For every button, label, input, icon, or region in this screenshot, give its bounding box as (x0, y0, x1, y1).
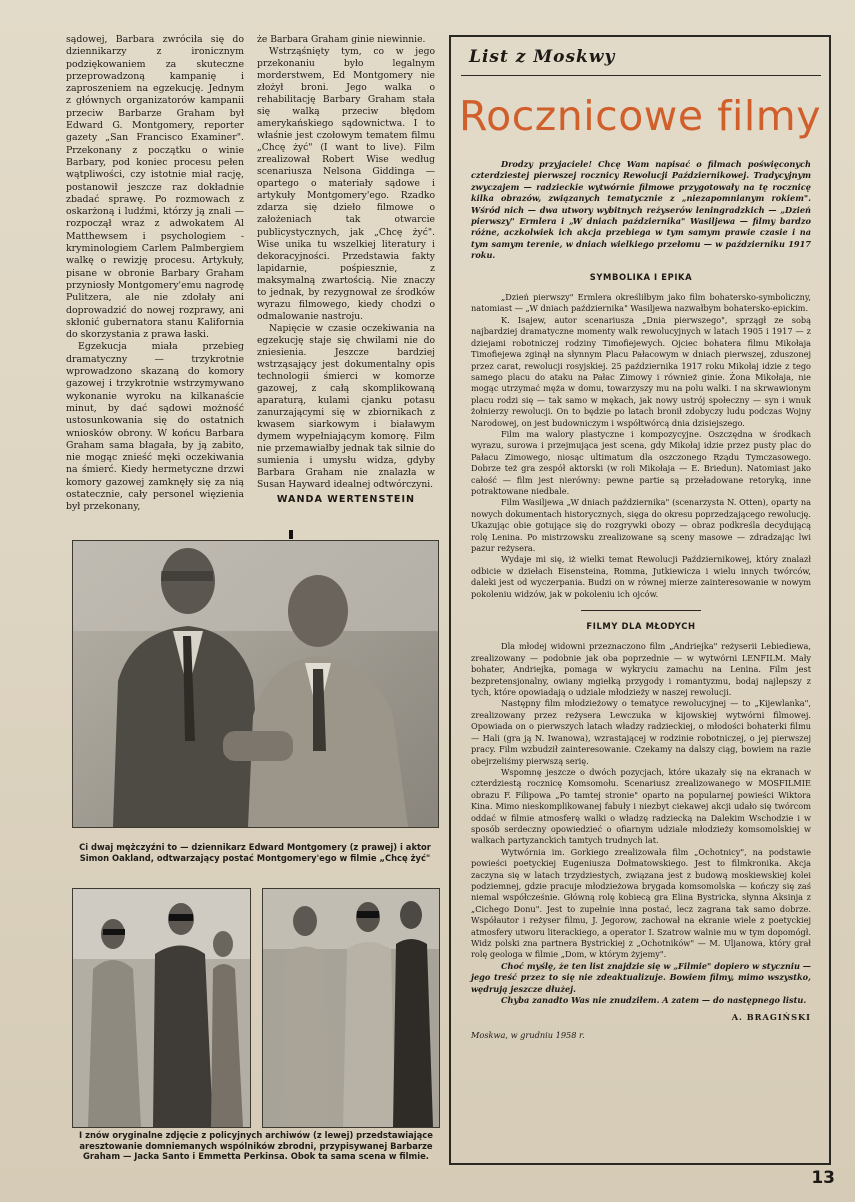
article-column-1 (66, 34, 244, 514)
letter-paragraph: Wydaje mi się, iż wielki temat Rewolucji Październikowej, który znalazł odbicie w dziełach Eisensteina, Romma, Jutkiewicza i wielu innych twórców, daleki jest od wyczerpania. Budzi on w równej mierze zainteresowanie w nowym pokoleniu widzów, jak w pokoleniu ich ojców. (471, 554, 811, 599)
headline: Rocznicowe filmy (458, 92, 821, 140)
letter-place-date: Moskwa, w grudniu 1958 r. (471, 1029, 585, 1040)
photo-two-men (73, 541, 438, 827)
main-photo-caption: Ci dwaj mężczyźni to — dziennikarz Edward Montgomery (z prawej) i aktor Simon Oakland, odtwarzający postać Montgomery'ego w filmie „Chcę żyć" (79, 842, 431, 863)
article-paragraph: że Barbara Graham ginie niewinnie. (257, 34, 426, 45)
letter-paragraph: Chyba zanadto Was nie znudziłem. A zatem — do następnego listu. (501, 995, 807, 1006)
section-title-filmy: FILMY DLA MŁODYCH (586, 621, 696, 632)
letter-paragraph: Wytwórnia im. Gorkiego zrealizowała film „Ochotnicy", na podstawie powieści poetyckiej Eugeniusza Dołmatowskiego. Jest to filmkronika. Akcja zaczyna się w latach trzydziestych, związana jest z budową moskiewskiej kolei podziemnej, gdzie pracuje młodzieżowa brygada komsomolska — kończy się zaś niemal współcześnie. Główną rolę kobiecą gra Elina Bystricka, słynna Aksinja z „Cichego Donu". Jest to zupełnie inna postać, lecz zagrana tak samo dobrze. Współautor i reżyser filmu, J. Jegorow, zachował na ekranie wiele z poetyckiej atmosfery utworu literackiego, a operator I. Szatrow walnie mu w tym dopomógł. Widz polski zna partnera Bystrickiej z „Ochotników" — M. Uljanowa, który grał rolę geologa w filmie „Dom, w którym żyjemy". (471, 846, 811, 960)
letter-paragraph: Choć myślę, że ten list znajdzie się w „Filmie" dopiero w styczniu — jego treść przez to się nie zdeaktualizuje. Bowiem filmy, mimo wszystko, wędrują jeszcze dłużej. (471, 960, 811, 994)
letter-paragraph: Dla młodej widowni przeznaczono film „Andriejka" reżyserii Lebiediewa, zrealizowany — podobnie jak oba poprzednie — w wytwórni LENFILM. Mały bohater, Andriejka, pomaga w wykryciu zamachu na Lenina. Film jest bezpretensjonalny, owiany mgiełką przygody i romantyzmu, bodaj najlepszy z tych, które opowiadają o udziale młodzieży w naszej rewolucji. (471, 641, 811, 698)
section-title-symbolika: SYMBOLIKA I EPIKA (589, 271, 693, 282)
kicker-title: List z Moskwy (469, 47, 616, 67)
section-divider (581, 610, 701, 611)
article-paragraph: Egzekucja miała przebieg dramatyczny — trzykrotnie wprowadzono skazaną do komory gazowej i trzykrotnie wstrzymywano wykonanie wyroku na kilkanaście minut, by dać sądowi możność ustosunkowania się do ostatnich wniosków obrony. W końcu Barbara Graham sama błagała, by ją zabito, nie mogąc znieść męki oczekiwania na śmierć. Kiedy hermetyczne drzwi komory gazowej zamknęły się za nią ostatecznie, cały personel więzienia był przekonany, (66, 341, 244, 513)
article-paragraph: sądowej, Barbara zwróciła się do dziennikarzy z ironicznym podziękowaniem za skuteczne przeprowadzoną kampanię i zaproszeniem na egzekucję. Jednym z głównych organizatorów kampanii przeciw Barbarze Graham był Edward G. Montgomery, reporter gazety „San Francisco Examiner". Przekonany z początku o winie Barbary, pod koniec procesu pełen wątpliwości, czy istotnie miał rację, postanowił jeszcze raz dokładnie zbadać sprawę. Po rozmowach z oskarżoną i ludźmi, którzy ją znali — rozpoczął wraz z adwokatem Al Matthewsem i psychologiem - kryminologiem Carlem Palmbergiem walkę o rewizję procesu. Artykuły, pisane w obronie Barbary Graham przyniosły Montgomery'emu nagrodę Pulitzera, ale nie zdołały ani doprowadzić do nowej rozprawy, ani skłonić gubernatora stanu Kalifornia do skorzystania z prawa łaski. (66, 34, 244, 341)
article-column-2 (257, 34, 435, 506)
article-author: WANDA WERTENSTEIN (276, 494, 416, 506)
article-paragraph: Napięcie w czasie oczekiwania na egzekucję staje się chwilami nie do zniesienia. Jeszcze bardziej wstrząsający jest dokumentalny opis technologii śmierci w komorze gazowej, z całą skomplikowaną aparaturą, kulami cjanku potasu zanurzającymi się w zbiornikach z kwasem siarkowym i białawym dymem wypełniającym komorę. Film nie przemawiałby jednak tak silnie do sumienia i umysłu widza, gdyby Barbara Graham nie znalazła w Susan Hayward idealnej odtwórczyni. (257, 322, 435, 491)
bottom-photos-caption: I znów oryginalne zdjęcie z policyjnych archiwów (z lewej) przedstawiające aresztowanie domniemanych wspólników zbrodni, przypisywanej Barbarze Graham — Jacka Santo i Emmetta Perkinsa. Obok ta sama scena w filmie. (79, 1130, 433, 1161)
decorative-bullet (289, 530, 293, 539)
letter-signature: A. BRAGIŃSKI (731, 1012, 811, 1023)
letter-paragraph: Film Wasiljewa „W dniach października" (scenarzysta N. Otten), oparty na nowych dokumentach historycznych, sięga do okresu poprzedzającego rewolucję. Ukazując obie gotujące się do rozgrywki obozy — obraz podkreśla decydującą rolę Lenina. Po mistrzowsku zrealizowane są sceny masowe — zdradzając lwi pazur reżysera. (471, 497, 811, 553)
letter-paragraph: K. Isajew, autor scenariusza „Dnia pierwszego", sprzągł ze sobą najbardziej dramatyczne momenty walk rewolucyjnych w latach 1905 i 1917 — z dziejami robotniczej rodziny Timofiejewych. Ojciec bohatera filmu Mikołaja Timofiejewa zginął na słynnym Placu Pałacowym w dniach pierwszej, zduszonej przez carat, rewolucji rosyjskiej. 25 października 1917 roku Mikołaj idzie z tego samego placu do ataku na Pałac Zimowy i również ginie. Żona Mikołaja, nie mogąc utrzymać męża w domu, towarzyszy mu na polu walki. I na skrwawionym placu rodzi się — tak samo w mękach, jak nowy ustrój społeczny — syn i wnuk żołnierzy rewolucji. On to będzie po latach bronił zdobyczy ludu podczas Wojny Narodowej, on jest budowniczym i współtwórcą dnia dzisiejszego. (471, 314, 811, 428)
letter-intro: Drodzy przyjaciele! Chcę Wam napisać o filmach poświęconych czterdziestej pierwszej rocznicy Rewolucji Październikowej. Tradycyjnym zwyczajem — radzieckie wytwórnie filmowe przygotowały na tę rocznicę kilka obrazów, związanych tematycznie z „niezapomnianym rokiem". Wśród nich — dwa utwory wybitnych reżyserów leningradzkich — „Dzień pierwszy" Ermlera i „W dniach października" Wasiljewa — filmy bardzo różne, aczkolwiek ich akcja przebiega w tym samym prawie czasie i na tym samym terenie, w dniach wielkiego przełomu — w październiku 1917 roku. (471, 159, 811, 261)
page-number: 13 (811, 1168, 835, 1188)
letter-body (471, 159, 811, 1041)
letter-paragraph: Film ma walory plastyczne i kompozycyjne. Oszczędna w środkach wyrazu, surowa i przejmująca jest scena, gdy Mikołaj idzie przez pusty plac do Pałacu Zimowego, niosąc ultimatum dla oszczonego Rządu Tymczasowego. Dobrze też gra zespół aktorski (w roli Mikołaja — E. Briedun). Natomiast jako całość — film jest nierówny: pewne partie są przeładowane retoryką, inne potraktowane niedbale. (471, 428, 811, 496)
letter-paragraph: Następny film młodzieżowy o tematyce rewolucyjnej — to „Kijewlanka", zrealizowany przez reżysera Lewczuka w kijowskiej wytwórni filmowej. Opowiada on o pierwszych latach władzy radzieckiej, o młodości bohaterki filmu — Hali (gra ją N. Iwanowa), wzrastającej w rodzinie robotniczej, o jej pierwszej pracy. Film wzbudził zainteresowanie. Czekamy na dalszy ciąg, bowiem na razie obejrzeliśmy pierwszą serię. (471, 698, 811, 766)
photo-film-arrest (263, 889, 439, 1127)
photo-arrest (73, 889, 250, 1127)
film-scene-photo (262, 888, 440, 1128)
police-archive-photo (72, 888, 251, 1128)
letter-paragraph: „Dzień pierwszy" Ermlera określiłbym jako film bohatersko-symboliczny, natomiast — „W dniach października" Wasiljewa nazwałbym bohatersko-epickim. (471, 292, 811, 314)
article-paragraph: Wstrząśnięty tym, co w jego przekonaniu było legalnym morderstwem, Ed Montgomery nie złożył broni. Jego walka o rehabilitację Barbary Graham stała się walką przeciw błędom amerykańskiego sądownictwa. I to właśnie jest czołowym tematem filmu „Chcę żyć" (I want to live). Film zrealizował Robert Wise według scenariusza Nelsona Giddinga — opartego o materiały sądowe i artykuły Montgomery'ego. Rzadko zdarza się dzieło filmowe o założeniach tak otwarcie publicystycznych, jak „Chcę żyć". Wise unika tu wszelkiej literatury i dekoracyjności. Przedstawia fakty lapidarnie, pośpiesznie, z maksymalną zwartością. Nie znaczy to jednak, by rezygnował ze środków wyrazu filmowego, kiedy chodzi o odmalowanie nastroju. (257, 46, 435, 322)
main-photo (72, 540, 439, 828)
letter-paragraph: Wspomnę jeszcze o dwóch pozycjach, które ukazały się na ekranach w czterdziestą rocznicę Komsomołu. Scenariusz zrealizowanego w MOSFILMIE obrazu F. Filipowa „Po tamtej stronie" oparto na popularnej powieści Wiktora Kina. Mimo nieskomplikowanej fabuły i niezbyt ciekawej akcji udało się twórcom oddać w filmie atmosferę walki o władzę radziecką na Dalekim Wschodzie i w sposób serdeczny opowiedzieć o ofiarnym udziale młodzieży komsomolskiej w walkach partyzanckich tamtych trudnych lat. (471, 766, 811, 846)
letter-from-moscow-box (449, 35, 831, 1165)
